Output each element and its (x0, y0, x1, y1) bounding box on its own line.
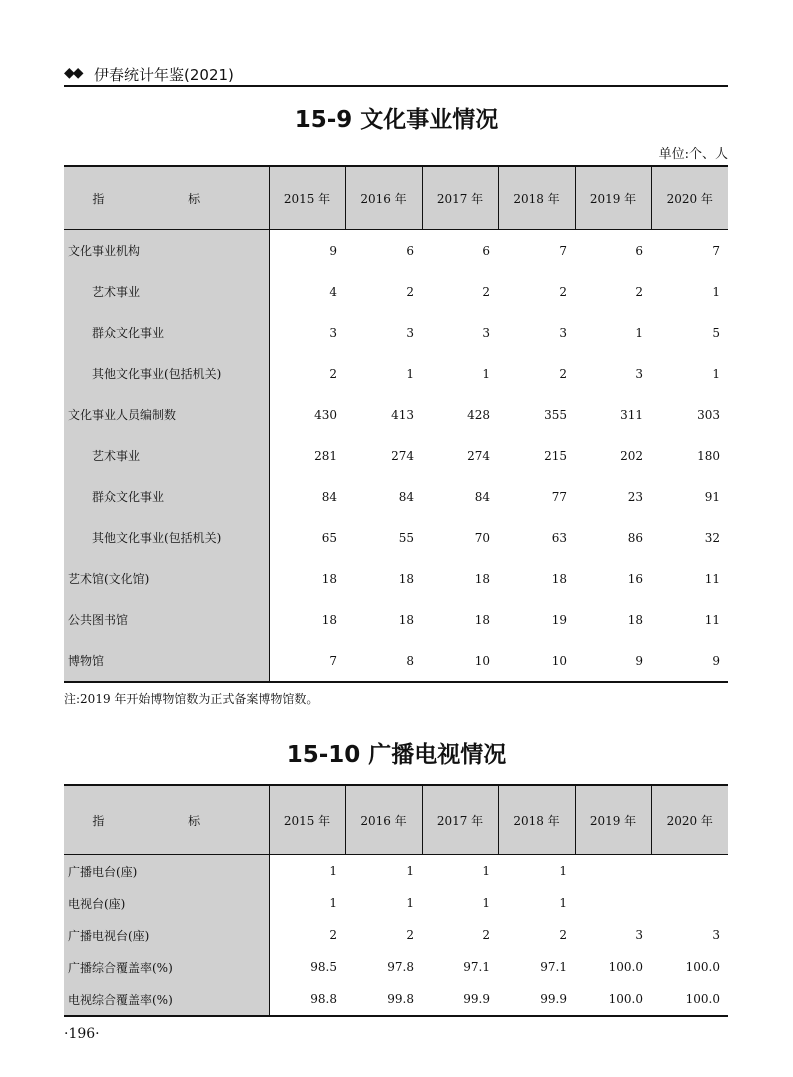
table-row (64, 271, 728, 312)
cell: 355 (544, 407, 567, 422)
row-label: 广播电台(座) (64, 855, 269, 888)
cell: 10 (422, 640, 498, 682)
cell: 303 (697, 407, 720, 422)
cell: 1 (482, 896, 490, 910)
cell: 2 (482, 284, 490, 299)
cell: 11 (704, 571, 720, 586)
year-header: 2019 年 (575, 785, 651, 855)
table-row (64, 919, 728, 951)
indicator-header: 指 标 (64, 166, 269, 230)
row-label: 群众文化事业 (64, 476, 269, 517)
row-label: 博物馆 (64, 640, 269, 682)
cell: 7 (269, 640, 345, 682)
cell: 84 (321, 489, 337, 504)
cell: 18 (474, 571, 490, 586)
cell: 430 (314, 407, 337, 422)
cell: 2 (482, 928, 490, 942)
year-header: 2018 年 (498, 785, 575, 855)
table1-header-row (64, 166, 728, 230)
cell: 86 (627, 530, 643, 545)
row-label: 广播综合覆盖率(%) (64, 951, 269, 983)
running-header (64, 63, 728, 87)
row-label: 艺术馆(文化馆) (64, 558, 269, 599)
table-row (64, 855, 728, 888)
cell: 18 (321, 571, 337, 586)
table-row (64, 640, 728, 682)
table-row (64, 558, 728, 599)
cell: 2 (329, 366, 337, 381)
cell: 100.0 (608, 960, 643, 974)
year-header: 2017 年 (422, 166, 498, 230)
cell: 3 (406, 325, 414, 340)
table1-title: 15-9 文化事业情况 (294, 107, 499, 133)
cell: 1 (406, 896, 414, 910)
cell: 1 (559, 896, 567, 910)
table-row (64, 517, 728, 558)
cell: 4 (329, 284, 337, 299)
cell: 274 (467, 448, 490, 463)
cell: 18 (551, 571, 567, 586)
cell: 274 (391, 448, 414, 463)
cell: 18 (321, 612, 337, 627)
cell: 2 (406, 284, 414, 299)
table1-note: 注:2019 年开始博物馆数为正式备案博物馆数。 (64, 692, 319, 706)
table-row (64, 394, 728, 435)
cell (651, 887, 728, 919)
cell: 32 (704, 530, 720, 545)
year-header: 2015 年 (269, 785, 345, 855)
book-title: 伊春统计年鉴(2021) (94, 66, 234, 84)
table-row (64, 887, 728, 919)
table2-header-row (64, 785, 728, 855)
table-row (64, 476, 728, 517)
table-row (64, 312, 728, 353)
year-header: 2019 年 (575, 166, 651, 230)
table-row (64, 230, 728, 272)
cell: 2 (329, 928, 337, 942)
cell: 2 (635, 284, 643, 299)
cell: 1 (482, 366, 490, 381)
cell: 97.1 (540, 960, 567, 974)
row-label: 文化事业人员编制数 (64, 394, 269, 435)
cell: 6 (482, 243, 490, 258)
table-row (64, 599, 728, 640)
cell: 3 (635, 366, 643, 381)
cell: 99.9 (498, 983, 575, 1016)
cell: 11 (704, 612, 720, 627)
year-header: 2015 年 (269, 166, 345, 230)
cell: 23 (627, 489, 643, 504)
cell: 70 (474, 530, 490, 545)
row-label: 其他文化事业(包括机关) (64, 517, 269, 558)
cell: 2 (559, 366, 567, 381)
cell: 1 (482, 864, 490, 878)
cell: 18 (398, 571, 414, 586)
cell: 1 (329, 864, 337, 878)
table-row (64, 353, 728, 394)
cell: 65 (321, 530, 337, 545)
cell: 3 (329, 325, 337, 340)
cell: 7 (712, 243, 720, 258)
cell (575, 887, 651, 919)
cell: 98.5 (310, 960, 337, 974)
cell: 202 (620, 448, 643, 463)
cell: 8 (345, 640, 422, 682)
table-row (64, 951, 728, 983)
cell: 1 (406, 366, 414, 381)
row-label: 广播电视台(座) (64, 919, 269, 951)
year-header: 2018 年 (498, 166, 575, 230)
indicator-header: 指 标 (64, 785, 269, 855)
cell: 413 (391, 407, 414, 422)
cell: 9 (575, 640, 651, 682)
cell (651, 855, 728, 888)
cell: 428 (467, 407, 490, 422)
cell: 3 (482, 325, 490, 340)
cell: 9 (329, 243, 337, 258)
row-label: 电视综合覆盖率(%) (64, 983, 269, 1016)
cell: 9 (651, 640, 728, 682)
cell: 6 (635, 243, 643, 258)
cell: 84 (398, 489, 414, 504)
cell: 6 (406, 243, 414, 258)
cell: 2 (559, 284, 567, 299)
cell: 3 (635, 928, 643, 942)
cell: 91 (704, 489, 720, 504)
row-label: 群众文化事业 (64, 312, 269, 353)
cell: 10 (498, 640, 575, 682)
year-header: 2016 年 (345, 166, 422, 230)
cell: 7 (559, 243, 567, 258)
row-label: 公共图书馆 (64, 599, 269, 640)
cell: 1 (635, 325, 643, 340)
cell: 2 (559, 928, 567, 942)
cell: 311 (620, 407, 643, 422)
table1-culture (64, 165, 728, 683)
year-header: 2017 年 (422, 785, 498, 855)
cell: 1 (406, 864, 414, 878)
year-header: 2020 年 (651, 166, 728, 230)
cell: 3 (559, 325, 567, 340)
cell (575, 855, 651, 888)
row-label: 文化事业机构 (64, 230, 269, 272)
cell: 18 (398, 612, 414, 627)
table2-title: 15-10 广播电视情况 (286, 742, 507, 768)
cell: 1 (712, 366, 720, 381)
table1-unit: 单位:个、人 (658, 147, 728, 162)
cell: 1 (329, 896, 337, 910)
table2-broadcast (64, 784, 728, 1017)
cell: 100.0 (651, 983, 728, 1016)
row-label: 电视台(座) (64, 887, 269, 919)
row-label: 艺术事业 (64, 271, 269, 312)
cell: 100.0 (575, 983, 651, 1016)
cell: 97.8 (387, 960, 414, 974)
table-row (64, 435, 728, 476)
cell: 3 (712, 928, 720, 942)
row-label: 艺术事业 (64, 435, 269, 476)
row-label: 其他文化事业(包括机关) (64, 353, 269, 394)
cell: 99.8 (345, 983, 422, 1016)
cell: 63 (551, 530, 567, 545)
cell: 19 (551, 612, 567, 627)
cell: 18 (627, 612, 643, 627)
cell: 5 (712, 325, 720, 340)
cell: 84 (474, 489, 490, 504)
cell: 97.1 (463, 960, 490, 974)
diamond-marker-icon: ◆◆ (64, 65, 82, 81)
cell: 18 (474, 612, 490, 627)
cell: 1 (712, 284, 720, 299)
table-row (64, 983, 728, 1016)
cell: 2 (406, 928, 414, 942)
year-header: 2020 年 (651, 785, 728, 855)
cell: 77 (551, 489, 567, 504)
cell: 1 (559, 864, 567, 878)
cell: 55 (398, 530, 414, 545)
cell: 98.8 (269, 983, 345, 1016)
page-number: ·196· (64, 1026, 100, 1042)
cell: 281 (314, 448, 337, 463)
cell: 215 (544, 448, 567, 463)
cell: 100.0 (685, 960, 720, 974)
cell: 16 (627, 571, 643, 586)
cell: 99.9 (422, 983, 498, 1016)
year-header: 2016 年 (345, 785, 422, 855)
cell: 180 (697, 448, 720, 463)
